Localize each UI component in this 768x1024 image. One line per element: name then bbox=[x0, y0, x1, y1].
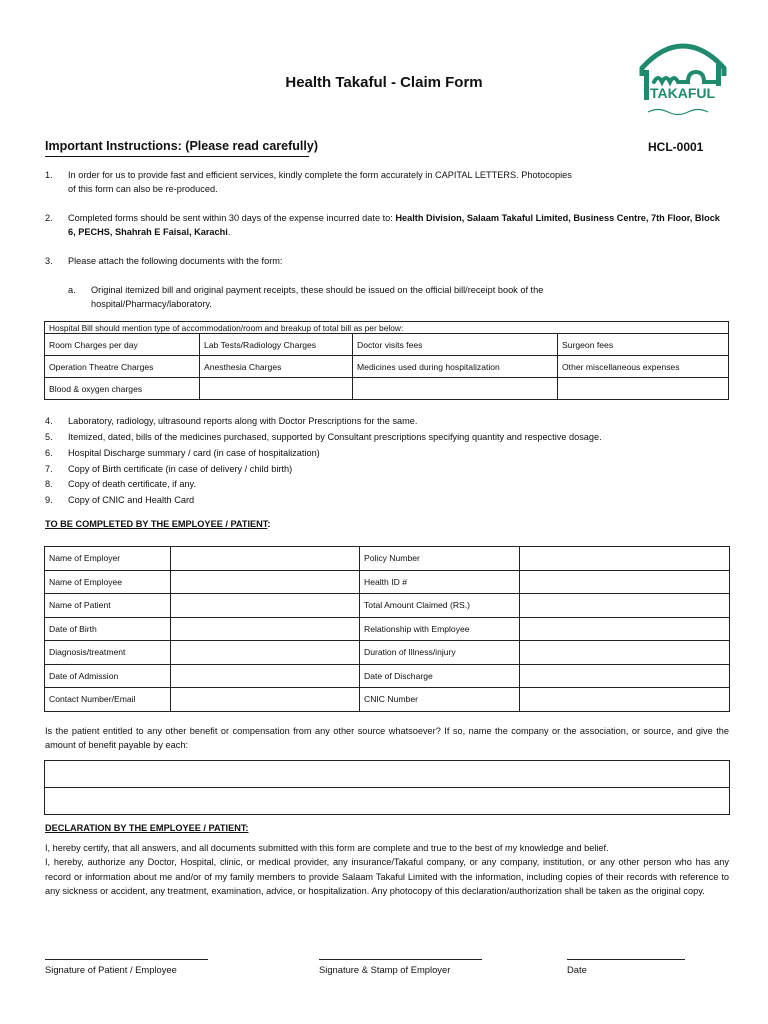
instruction-text: Laboratory, radiology, ultrasound reports along with Doctor Prescriptions for the same. bbox=[68, 416, 418, 426]
instruction-text bbox=[68, 211, 728, 239]
field-label: Diagnosis/treatment bbox=[45, 641, 171, 665]
instruction-text: Hospital Discharge summary / card (in case of hospitalization) bbox=[68, 448, 320, 458]
bill-table-header: Hospital Bill should mention type of accommodation/room and breakup of total bill as per below: bbox=[45, 322, 729, 334]
date-label: Date bbox=[567, 964, 587, 975]
field-label: Name of Employer bbox=[45, 547, 171, 571]
amount-claimed-field[interactable] bbox=[520, 594, 730, 618]
employer-signature-label: Signature & Stamp of Employer bbox=[319, 964, 451, 975]
page-title: Health Takaful - Claim Form bbox=[285, 74, 483, 91]
item-number: 5. bbox=[45, 432, 53, 442]
illness-duration-field[interactable] bbox=[520, 641, 730, 665]
bill-cell: Blood & oxygen charges bbox=[45, 378, 200, 400]
health-id-field[interactable] bbox=[520, 570, 730, 594]
relationship-field[interactable] bbox=[520, 617, 730, 641]
cnic-number-field[interactable] bbox=[520, 688, 730, 712]
item-number: 7. bbox=[45, 464, 53, 474]
instructions-heading: Important Instructions: (Please read carefully) bbox=[45, 139, 318, 153]
item-number: 4. bbox=[45, 416, 53, 426]
section-heading-colon: : bbox=[267, 519, 271, 529]
employee-name-field[interactable] bbox=[171, 570, 360, 594]
field-label: Health ID # bbox=[360, 570, 520, 594]
diagnosis-field[interactable] bbox=[171, 641, 360, 665]
employee-section-heading bbox=[45, 519, 270, 529]
item-number: 3. bbox=[45, 256, 53, 266]
benefit-field[interactable] bbox=[45, 761, 730, 788]
policy-number-field[interactable] bbox=[520, 547, 730, 571]
instruction-text-plain: Completed forms should be sent within 30 days of the expense incurred date to: bbox=[68, 213, 396, 223]
instruction-text-end: . bbox=[227, 227, 231, 237]
item-number: 9. bbox=[45, 495, 53, 505]
contact-field[interactable] bbox=[171, 688, 360, 712]
item-number: 1. bbox=[45, 170, 53, 180]
field-label: Name of Patient bbox=[45, 594, 171, 618]
bill-cell: Anesthesia Charges bbox=[200, 356, 353, 378]
benefit-question: Is the patient entitled to any other benefit or compensation from any other source whatsoever? If so, name the company or the association, or source, and give the amount of benefit payable by each: bbox=[45, 726, 729, 750]
benefit-table bbox=[44, 760, 730, 815]
field-label: Date of Discharge bbox=[360, 664, 520, 688]
bill-cell: Doctor visits fees bbox=[353, 334, 558, 356]
field-label: CNIC Number bbox=[360, 688, 520, 712]
bill-cell: Room Charges per day bbox=[45, 334, 200, 356]
declaration-certify: I, hereby certify, that all answers, and all documents submitted with this form are complete and true to the best of my knowledge and belief. bbox=[45, 843, 609, 853]
form-code: HCL-0001 bbox=[648, 140, 704, 154]
date-of-birth-field[interactable] bbox=[171, 617, 360, 641]
declaration-authorize: I, hereby, authorize any Doctor, Hospital, clinic, or medical provider, any insurance/Takaful company, or any company, institution, or any other person who has any record or information about me and/or of my family members to provide Salaam Takaful Limited with the information, including copies of their records with reference to any sickness or accident, any treatment, examination, advice, or hospitalization. Any photocopy of this declaration/authorization shall be taken as the original copy. bbox=[45, 857, 729, 896]
section-heading-text: TO BE COMPLETED BY THE EMPLOYEE / PATIENT bbox=[45, 519, 268, 529]
bill-cell bbox=[558, 378, 729, 400]
heading-underline bbox=[45, 156, 309, 157]
instruction-text: Copy of death certificate, if any. bbox=[68, 479, 197, 489]
bill-cell: Medicines used during hospitalization bbox=[353, 356, 558, 378]
employee-details-table bbox=[44, 546, 730, 712]
instruction-text: Please attach the following documents with the form: bbox=[68, 256, 283, 266]
patient-signature-label: Signature of Patient / Employee bbox=[45, 964, 177, 975]
instruction-text: Copy of CNIC and Health Card bbox=[68, 495, 195, 505]
field-label: Relationship with Employee bbox=[360, 617, 520, 641]
bill-cell bbox=[200, 378, 353, 400]
employer-signature-line[interactable] bbox=[319, 959, 482, 960]
bill-cell bbox=[353, 378, 558, 400]
logo-wordmark: TAKAFUL bbox=[650, 85, 716, 101]
field-label: Name of Employee bbox=[45, 570, 171, 594]
employer-name-field[interactable] bbox=[171, 547, 360, 571]
field-label: Duration of Illness/injury bbox=[360, 641, 520, 665]
submission-address: Health Division, Salaam Takaful Limited, Business Centre, 7th Floor, Block 6, PECHS, Shahrah E Faisal, Karachi bbox=[68, 213, 720, 237]
item-number: 8. bbox=[45, 479, 53, 489]
field-label: Total Amount Claimed (RS.) bbox=[360, 594, 520, 618]
item-number: 2. bbox=[45, 213, 53, 223]
field-label: Policy Number bbox=[360, 547, 520, 571]
bill-cell: Surgeon fees bbox=[558, 334, 729, 356]
patient-signature-line[interactable] bbox=[45, 959, 208, 960]
instruction-text: Copy of Birth certificate (in case of delivery / child birth) bbox=[68, 464, 293, 474]
declaration-heading: DECLARATION BY THE EMPLOYEE / PATIENT: bbox=[45, 823, 249, 833]
salaam-takaful-logo bbox=[636, 42, 730, 124]
benefit-field[interactable] bbox=[45, 788, 730, 815]
item-number: 6. bbox=[45, 448, 53, 458]
instruction-text: Original itemized bill and original payment receipts, these should be issued on the official bill/receipt book of the hospital/Pharmacy/laboratory. bbox=[91, 285, 544, 309]
hospital-bill-table bbox=[44, 321, 729, 400]
bill-cell: Lab Tests/Radiology Charges bbox=[200, 334, 353, 356]
field-label: Date of Admission bbox=[45, 664, 171, 688]
instruction-text: Itemized, dated, bills of the medicines purchased, supported by Consultant prescriptions specifying quantity and respective dosage. bbox=[68, 432, 602, 442]
item-number: a. bbox=[68, 285, 76, 295]
discharge-date-field[interactable] bbox=[520, 664, 730, 688]
bill-cell: Other miscellaneous expenses bbox=[558, 356, 729, 378]
field-label: Date of Birth bbox=[45, 617, 171, 641]
date-signature-line[interactable] bbox=[567, 959, 685, 960]
instruction-text: In order for us to provide fast and efficient services, kindly complete the form accurately in CAPITAL LETTERS. Photocopies of this form can also be re-produced. bbox=[68, 170, 572, 194]
patient-name-field[interactable] bbox=[171, 594, 360, 618]
bill-cell: Operation Theatre Charges bbox=[45, 356, 200, 378]
admission-date-field[interactable] bbox=[171, 664, 360, 688]
field-label: Contact Number/Email bbox=[45, 688, 171, 712]
